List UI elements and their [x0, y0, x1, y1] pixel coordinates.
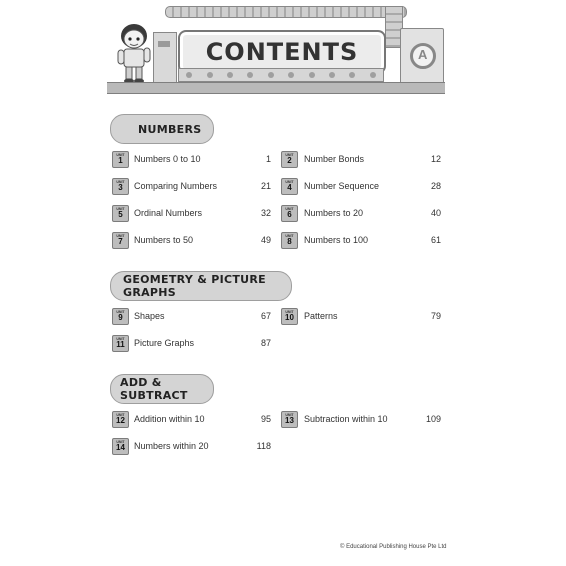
floor-decoration	[107, 82, 445, 94]
kid-mascot-icon	[114, 22, 154, 84]
toc-entry-page: 87	[260, 338, 271, 348]
section-title: GEOMETRY & PICTURE GRAPHS	[123, 273, 266, 299]
page-title: CONTENTS	[205, 38, 359, 66]
toc-entry-title[interactable]: Number Sequence	[304, 181, 380, 191]
unit-badge: UNIT 5	[112, 205, 129, 222]
unit-badge: UNIT 4	[281, 178, 298, 195]
toc-entry-page: 95	[260, 414, 271, 424]
toc-entry-page: 21	[260, 181, 271, 191]
section-title: ADD & SUBTRACT	[120, 376, 188, 402]
section-header-numbers	[110, 114, 214, 144]
toc-entry-page: 109	[425, 414, 441, 424]
toc-entry-title[interactable]: Numbers to 20	[304, 208, 364, 218]
machine-box-decoration	[153, 32, 177, 84]
unit-badge: UNIT 3	[112, 178, 129, 195]
toc-entry-title[interactable]: Numbers within 20	[134, 441, 209, 451]
toc-entry-page: 79	[430, 311, 441, 321]
unit-badge: UNIT 14	[112, 438, 129, 455]
toc-entry-title[interactable]: Number Bonds	[304, 154, 365, 164]
unit-badge: UNIT 10	[281, 308, 298, 325]
toc-entry-page: 67	[260, 311, 271, 321]
title-base-decoration	[178, 68, 384, 82]
toc-entry-page: 49	[260, 235, 271, 245]
toc-entry-page: 28	[430, 181, 441, 191]
machine-decoration	[400, 28, 444, 84]
unit-badge: UNIT 7	[112, 232, 129, 249]
unit-badge: UNIT 2	[281, 151, 298, 168]
toc-entry-page: 32	[260, 208, 271, 218]
toc-entry-page: 12	[430, 154, 441, 164]
toc-entry-title[interactable]: Comparing Numbers	[134, 181, 218, 191]
toc-entry-page: 40	[430, 208, 441, 218]
toc-entry-page: 118	[256, 441, 271, 451]
toc-entry-title[interactable]: Ordinal Numbers	[134, 208, 203, 218]
unit-badge: UNIT 6	[281, 205, 298, 222]
unit-badge: UNIT 13	[281, 411, 298, 428]
toc-entry-title[interactable]: Subtraction within 10	[304, 414, 388, 424]
toc-entry-title[interactable]: Shapes	[134, 311, 165, 321]
toc-entry-title[interactable]: Picture Graphs	[134, 338, 195, 348]
logo-icon	[410, 43, 436, 69]
toc-entry-title[interactable]: Numbers to 100	[304, 235, 369, 245]
toc-entry-title[interactable]: Addition within 10	[134, 414, 205, 424]
unit-badge: UNIT 12	[112, 411, 129, 428]
unit-badge: UNIT 11	[112, 335, 129, 352]
unit-badge: UNIT 9	[112, 308, 129, 325]
copyright-notice: © Educational Publishing House Pte Ltd	[340, 544, 447, 550]
unit-badge: UNIT 1	[112, 151, 129, 168]
toc-entry-title[interactable]: Numbers to 50	[134, 235, 194, 245]
section-header-add-subtract	[110, 374, 214, 404]
unit-badge: UNIT 8	[281, 232, 298, 249]
toc-entry-title[interactable]: Numbers 0 to 10	[134, 154, 201, 164]
toc-entry-title[interactable]: Patterns	[304, 311, 338, 321]
section-title: NUMBERS	[138, 122, 202, 136]
toc-entry-page: 61	[430, 235, 441, 245]
pipe-decoration	[165, 6, 407, 18]
section-header-geometry	[110, 271, 292, 301]
toc-entry-page: 1	[265, 154, 271, 164]
